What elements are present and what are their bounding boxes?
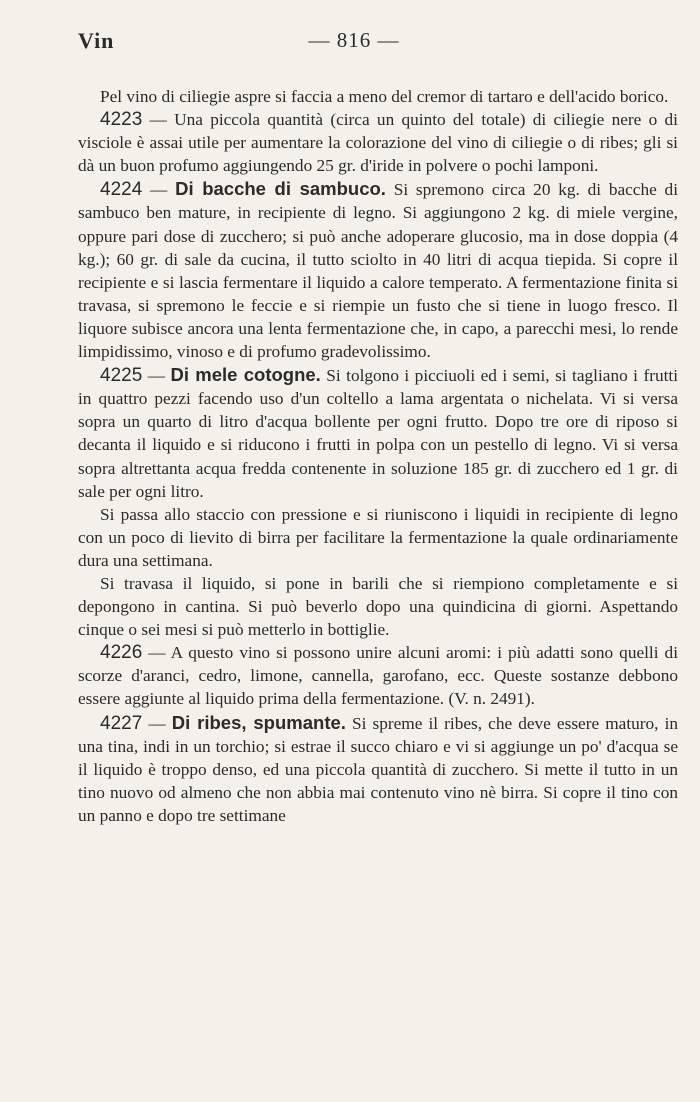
entry-number: 4224 <box>100 179 143 201</box>
paragraph-text: Una piccola quantità (circa un quinto del totale) di ciliegie nere o di visciole è assai utile per aumentare la colorazione del vino di ciliegie o di ribes; gli si dà un buon profumo aggiungendo 25 gr. d'iride in polvere o pochi lamponi. <box>78 110 678 176</box>
paragraph-text: Si passa allo staccio con pressione e si riuniscono i liquidi in recipiente di legno con un poco di lievito di birra per facilitare la fermentazione la quale ordinariamente dura una settimana. <box>78 504 678 570</box>
entry-separator: — <box>142 643 171 663</box>
paragraph-text: Si travasa il liquido, si pone in barili che si riempiono completamente e si depongono in cantina. Si può beverlo dopo una quindicina di giorni. Aspettando cinque o sei mesi si può metterlo in bottiglie. <box>78 573 678 640</box>
paragraph-text: Si tolgono i picciuoli ed i semi, si tagliano i frutti in quattro pezzi facendo uso d'un coltello a lama argentata o nichelata. Vi si versa sopra un quarto di litro d'acqua bollente per ogni frutto. Dopo tre ore di riposo si decanta il liquido e si riducono i frutti in polpa con un pestello di legno. Vi si versa sopra altrettanta acqua fredda contenente in soluzione 185 gr. di zucchero ed 1 gr. di sale per ogni litro. <box>78 366 679 501</box>
paragraph-text: Pel vino di ciliegie aspre si faccia a meno del cremor di tartaro e dell'acido borico. <box>100 87 669 106</box>
paragraph-text: Si spremono circa 20 kg. di bacche di sambuco ben mature, in recipiente di legno. Si aggiungono 2 kg. di miele vergine, oppure pari dose di zucchero; si può anche adoperare glucosio, ma in dose doppia (4 kg.); 60 gr. di sale da cucina, il tutto sciolto in 40 litri di acqua tiepida. Si copre il recipiente e si lascia fermentare il liquido a calore temperato. A fermentazione finita si travasa, si spremono le feccie e si riempie un fusto che si tiene in luogo fresco. Il liquore subisce ancora una lenta fermentazione che, in capo, a parecchi mesi, lo rende limpidissimo, vinoso e di profumo gradevolissimo. <box>78 180 678 362</box>
entry-title: Di ribes, spumante. <box>171 711 346 733</box>
entry-title: Di mele cotogne. <box>170 364 321 386</box>
paragraph-text: Si spreme il ribes, che deve essere maturo, in una tina, indi in un torchio; si estrae il succo chiaro e vi si aggiunge un po' d'acqua se il liquido è troppo denso, ed una piccola quantità di zucchero. Si mette il tutto in un tino nuovo od almeno che non abbia mai contenuto vino nè birra. Si copre il tino con un panno e dopo tre settimane <box>78 713 679 825</box>
entry-number: 4225 <box>100 365 143 387</box>
page-number: — 816 — <box>308 28 400 52</box>
entry-number: 4227 <box>100 712 143 734</box>
page-header <box>78 28 680 62</box>
entry-4226 <box>78 641 678 710</box>
entry-title: Di bacche di sambuco. <box>175 178 386 200</box>
entry-separator: — <box>142 713 172 733</box>
entry-4227 <box>78 711 678 827</box>
running-head: Vin <box>78 28 115 53</box>
paragraph <box>78 503 678 572</box>
entry-number: 4223 <box>100 109 143 131</box>
entry-separator: — <box>142 180 176 200</box>
paragraph <box>78 85 678 108</box>
entry-4225 <box>78 363 678 503</box>
entry-4223 <box>78 108 678 177</box>
entry-separator: — <box>142 366 171 386</box>
entry-separator: — <box>142 110 175 130</box>
paragraph <box>78 572 678 641</box>
paragraph-text: A questo vino si possono unire alcuni aromi: i più adatti sono quelli di scorze d'aranci, cedro, limone, cannella, garofano, ecc. Queste sostanze debbono essere aggiunte al liquido prima della fermentazione. (V. n. 2491). <box>78 643 678 709</box>
text-body <box>78 85 678 827</box>
entry-number: 4226 <box>100 642 143 664</box>
entry-4224 <box>78 177 678 363</box>
